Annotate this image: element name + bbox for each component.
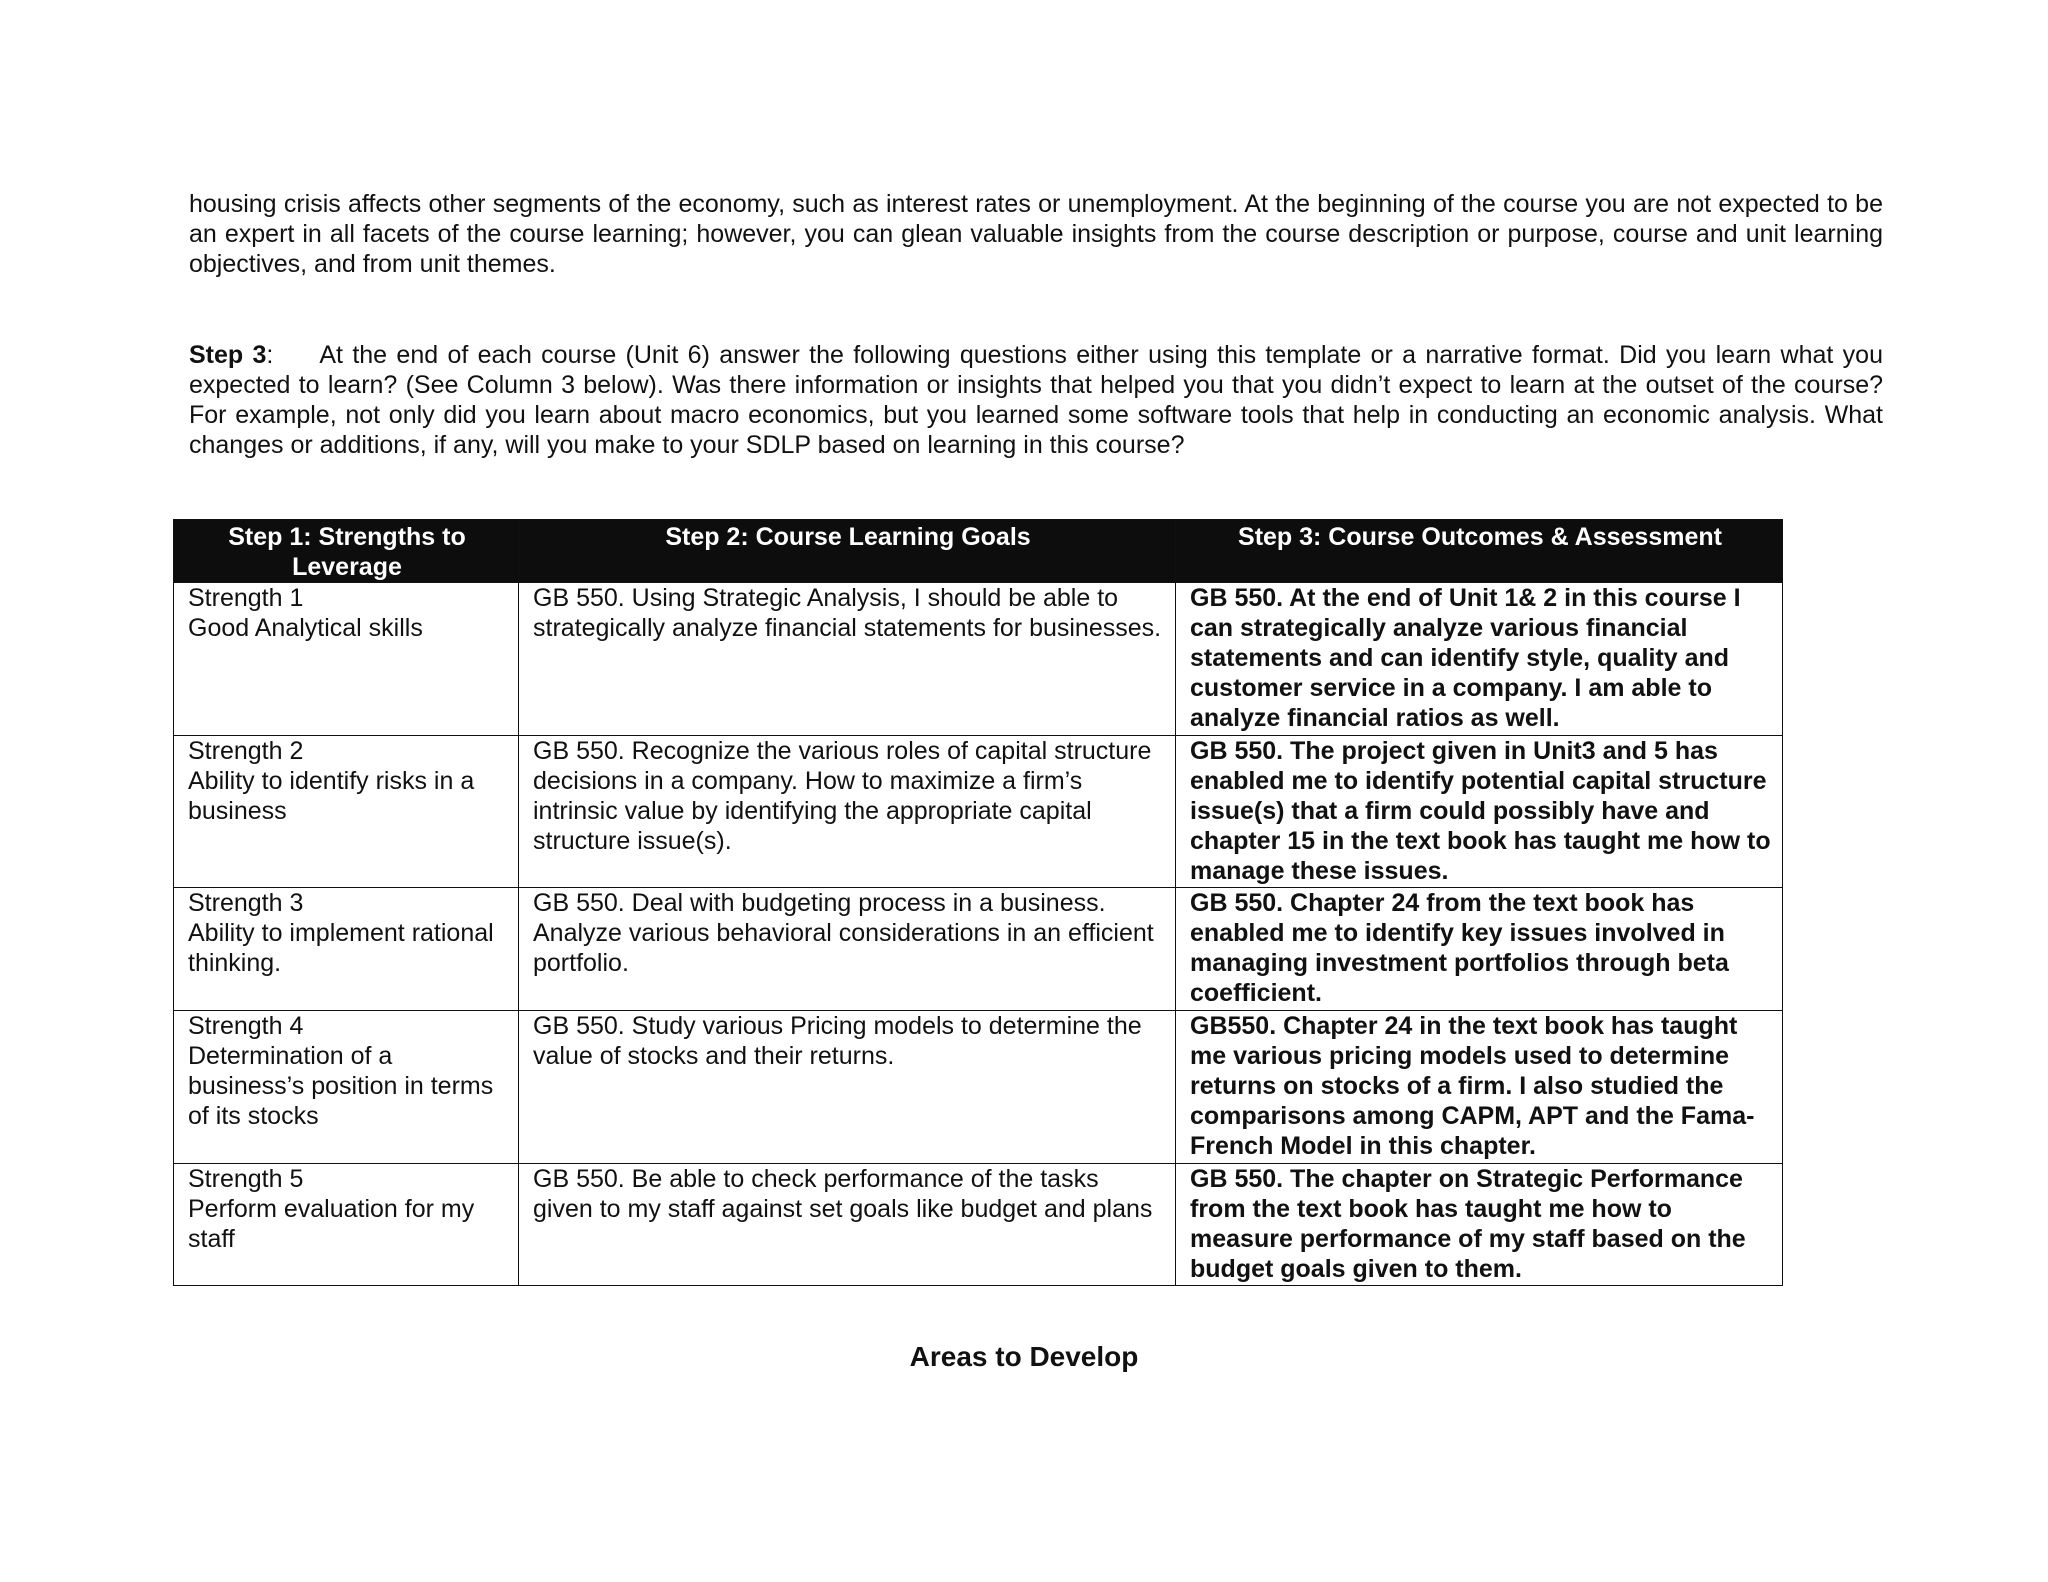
table-row xyxy=(174,736,1783,888)
areas-to-develop-heading: Areas to Develop xyxy=(909,1341,1139,1372)
goal-cell: GB 550. Study various Pricing models to determine the value of stocks and their returns. xyxy=(519,1011,1176,1164)
strength-cell xyxy=(174,736,519,888)
intro-paragraph: housing crisis affects other segments of the economy, such as interest rates or unemployment. At the beginning of the course you are not expected to be an expert in all facets of the course learning; however, you can glean valuable insights from the course description or purpose, course and unit learning objectives, and from unit themes. xyxy=(189,190,1883,278)
strength-title: Strength 4 xyxy=(188,1012,304,1040)
strength-cell xyxy=(174,1011,519,1164)
goal-cell: GB 550. Using Strategic Analysis, I should be able to strategically analyze financial statements for businesses. xyxy=(519,583,1176,736)
strength-cell xyxy=(174,1164,519,1286)
outcome-cell: GB 550. The project given in Unit3 and 5 has enabled me to identify potential capital structure issue(s) that a firm could possibly have and chapter 15 in the text book has taught me how to manage these issues. xyxy=(1176,736,1783,888)
header-outcomes: Step 3: Course Outcomes & Assessment xyxy=(1176,520,1783,583)
strength-desc: Determination of a business’s position in terms of its stocks xyxy=(188,1042,494,1130)
table-row xyxy=(174,888,1783,1011)
strength-cell xyxy=(174,583,519,736)
goal-cell: GB 550. Recognize the various roles of capital structure decisions in a company. How to maximize a firm’s intrinsic value by identifying the appropriate capital structure issue(s). xyxy=(519,736,1176,888)
strength-title: Strength 2 xyxy=(188,737,304,765)
step3-paragraph xyxy=(189,340,1883,460)
table-row xyxy=(174,1164,1783,1286)
outcome-cell: GB 550. At the end of Unit 1& 2 in this course I can strategically analyze various financial statements and can identify style, quality and customer service in a company. I am able to analyze financial ratios as well. xyxy=(1176,583,1783,736)
strength-desc: Good Analytical skills xyxy=(188,614,423,642)
table-row xyxy=(174,1011,1783,1164)
table-header-row xyxy=(174,520,1783,583)
header-strengths: Step 1: Strengths to Leverage xyxy=(174,520,519,583)
outcome-cell: GB 550. The chapter on Strategic Performance from the text book has taught me how to measure performance of my staff based on the budget goals given to them. xyxy=(1176,1164,1783,1286)
goal-cell: GB 550. Deal with budgeting process in a business. Analyze various behavioral considerations in an efficient portfolio. xyxy=(519,888,1176,1011)
strength-cell xyxy=(174,888,519,1011)
strength-desc: Ability to implement rational thinking. xyxy=(188,919,494,977)
strength-desc: Perform evaluation for my staff xyxy=(188,1195,475,1253)
sdlp-table xyxy=(173,519,1783,1286)
outcome-cell: GB 550. Chapter 24 from the text book has enabled me to identify key issues involved in managing investment portfolios through beta coefficient. xyxy=(1176,888,1783,1011)
goal-cell: GB 550. Be able to check performance of the tasks given to my staff against set goals like budget and plans xyxy=(519,1164,1176,1286)
table-row xyxy=(174,583,1783,736)
strength-title: Strength 3 xyxy=(188,889,304,917)
strength-title: Strength 1 xyxy=(188,584,304,612)
outcome-cell: GB550. Chapter 24 in the text book has taught me various pricing models used to determine returns on stocks of a firm. I also studied the comparisons among CAPM, APT and the Fama-French Model in this chapter. xyxy=(1176,1011,1783,1164)
step3-colon: : xyxy=(266,341,274,369)
step3-text: At the end of each course (Unit 6) answer the following questions either using this template or a narrative format. Did you learn what you expected to learn? (See Column 3 below). Was there information or insights that helped you that you didn’t expect to learn at the outset of the course? For example, not only did you learn about macro economics, but you learned some software tools that help in conducting an economic analysis. What changes or additions, if any, will you make to your SDLP based on learning in this course? xyxy=(189,341,1883,459)
step3-label: Step 3 xyxy=(189,341,267,369)
strength-desc: Ability to identify risks in a business xyxy=(188,767,475,825)
header-goals: Step 2: Course Learning Goals xyxy=(519,520,1176,583)
strength-title: Strength 5 xyxy=(188,1165,304,1193)
